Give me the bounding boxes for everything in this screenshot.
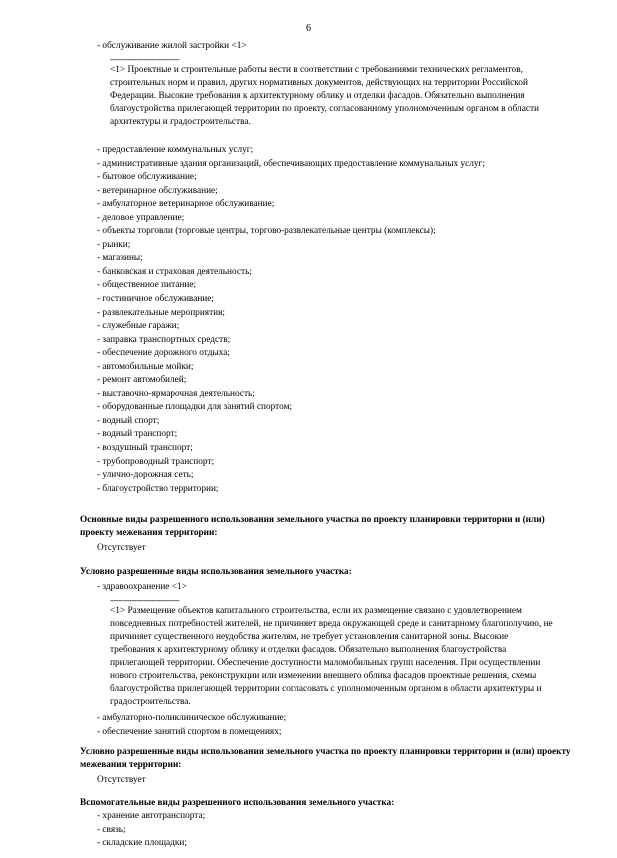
auxiliary-uses-list: [97, 810, 205, 851]
list-item: - магазины;: [97, 253, 143, 264]
list-item: - предоставление коммунальных услуг;: [97, 145, 254, 155]
list-item-residential: - обслуживание жилой застройки <1>: [97, 41, 247, 51]
footnote-residential: <1> Проектные и строительные работы вести в соответствии с требованиями технических регламентов, строительных норм и правил, других нормативных документов, действующих на территории Российской Федерации. Высокие требования к архитектурному облику и отделки фасадов. Обязательно выполнения благоустройства прилегающей территории по проекту, согласованному уполномоченным органом в области архитектуры и градостроительства.: [110, 65, 539, 127]
list-item: - водный спорт;: [97, 415, 160, 426]
list-item: - амбулаторное ветеринарное обслуживание;: [97, 199, 275, 210]
list-item: - амбулаторно-поликлиническое обслуживание;: [97, 713, 287, 723]
list-item: - банковская и страховая деятельность;: [97, 266, 252, 277]
list-item: - объекты торговли (торговые центры, торгово-развлекательные центры (комплексы);: [97, 226, 436, 237]
footnote-separator: --------------------------------: [110, 596, 180, 605]
list-item: - общественное питание;: [97, 280, 197, 291]
list-item: - воздушный транспорт;: [97, 443, 193, 454]
conditional-uses-list: [97, 712, 286, 739]
list-item: - автомобильные мойки;: [97, 361, 194, 372]
list-item: - благоустройство территории;: [97, 483, 219, 494]
absent-text: Отсутствует: [97, 543, 146, 553]
list-item: - хранение автотранспорта;: [97, 811, 206, 821]
list-item: - рынки;: [97, 239, 131, 250]
list-item: - деловое управление;: [97, 212, 185, 223]
list-item: - бытовое обслуживание;: [97, 172, 197, 183]
list-item: - выставочно-ярмарочная деятельность;: [97, 388, 255, 399]
heading-auxiliary-uses: Вспомогательные виды разрешенного использования земельного участка:: [80, 798, 395, 808]
list-item: - трубопроводный транспорт;: [97, 456, 215, 467]
list-item: - развлекательные мероприятия;: [97, 307, 225, 318]
heading-main-uses-by-project: Основные виды разрешенного использования земельного участка по проекту планировки территории и (или) проекту межевания территории:: [80, 515, 545, 538]
list-item: - ветеринарное обслуживание;: [97, 185, 218, 196]
list-item: - складские площадки;: [97, 838, 187, 849]
page-number: 6: [306, 23, 311, 34]
list-item: - водный транспорт;: [97, 429, 178, 440]
list-item: - оборудованные площадки для занятий спортом;: [97, 402, 293, 413]
footnote-healthcare: <1> Размещение объектов капитального строительства, если их размещение связано с удовлетворением повседневных потребностей жителей, не причиняет вреда окружающей среде и санитарному благополучию, не причиняет существенного неудобства жителям, не требует установления санитарной зоны. Высокие требования к архитектурному облику и отделки фасадов. Обязательно выполнения благоустройства прилегающей территории. Обеспечение доступности маломобильных групп населения. При осуществлении нового строительства, реконструкции или изменении внешнего облика фасадов проектные решения, схемы благоустройства прилегающей территории согласовать с уполномоченным органом в области архитектуры и градостроительства.: [110, 606, 553, 707]
list-item: - ремонт автомобилей;: [97, 375, 187, 386]
footnote-separator: --------------------------------: [110, 55, 180, 64]
list-item: - заправка транспортных средств;: [97, 334, 231, 345]
list-item-healthcare: - здравоохранение <1>: [97, 582, 187, 592]
permitted-uses-list: [97, 144, 485, 496]
heading-conditional-uses: Условно разрешенные виды использования земельного участка:: [80, 567, 352, 577]
list-item: - улично-дорожная сеть;: [97, 470, 194, 481]
list-item: - обеспечение дорожного отдыха;: [97, 348, 230, 359]
absent-text: Отсутствует: [97, 775, 146, 785]
list-item: - административные здания организаций, обеспечивающих предоставление коммунальных услуг;: [97, 158, 485, 169]
list-item: - связь;: [97, 824, 126, 835]
list-item: - гостиничное обслуживание;: [97, 294, 214, 305]
heading-conditional-uses-by-project: Условно разрешенные виды использования земельного участка по проекту планировки территории и (или) проекту межевания территории:: [80, 747, 571, 770]
list-item: - обеспечение занятий спортом в помещениях;: [97, 726, 282, 737]
list-item: - служебные гаражи;: [97, 321, 180, 332]
